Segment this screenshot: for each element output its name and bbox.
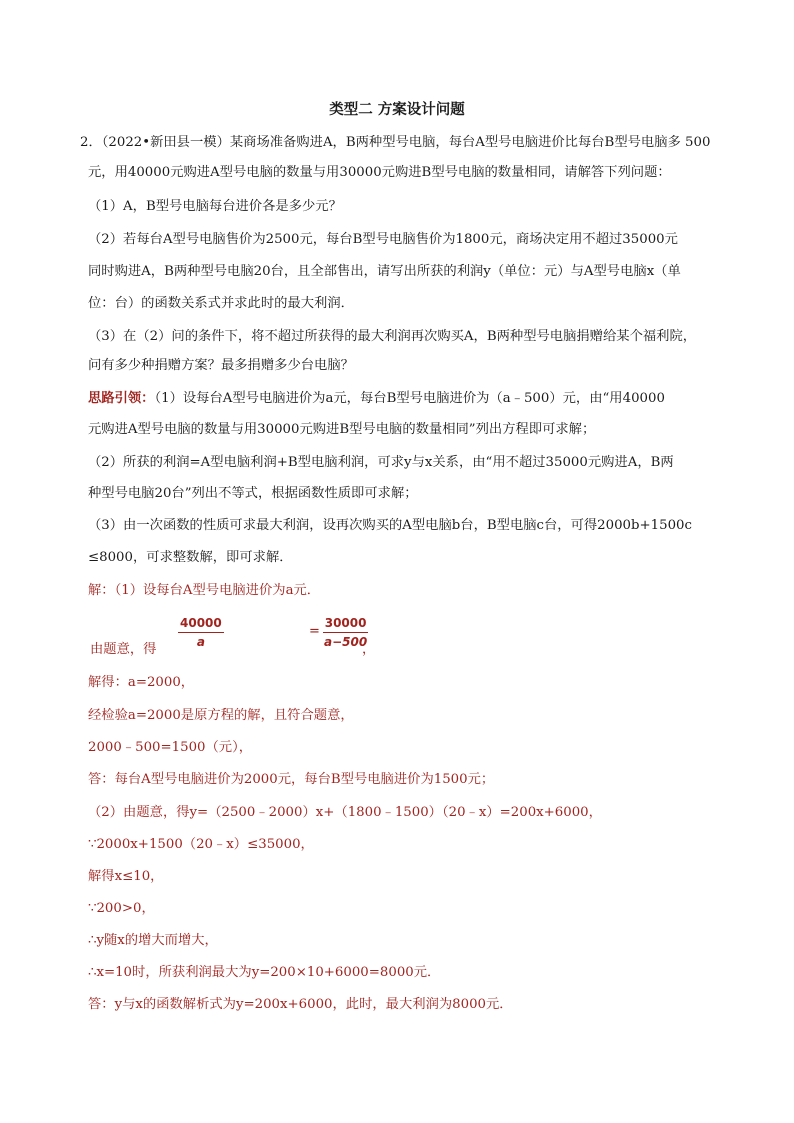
question-3-line-2: 问有多少种捐赠方案？最多捐赠多少台电脑？	[88, 358, 354, 373]
solution-line-1: 解：（1）设每台A型号电脑进价为a元．	[88, 583, 321, 598]
hint-line-3: （2）所获的利润=A型电脑利润+B型电脑利润，可求y与x关系，由“用不超过35000元购进A，B两	[88, 455, 674, 470]
solution-line-10: ∴y随x的增大而增大，	[88, 933, 218, 948]
section-title: 类型二 方案设计问题	[329, 101, 465, 118]
solution-line-4: 2000﹣500=1500（元），	[88, 740, 253, 755]
solution-line-2: 解得：a=2000，	[88, 675, 195, 690]
hint-line-1-text: （1）设每台A型号电脑进价为a元，每台B型号电脑进价为（a﹣500）元，由“用40000	[154, 391, 665, 406]
equation-lead: 由题意，得	[90, 642, 157, 657]
fraction-right-numerator: 30000	[323, 616, 369, 633]
fraction-right-denominator: a−500	[324, 635, 368, 649]
equals-sign: =	[309, 624, 320, 639]
hint-line-4: 种型号电脑20台”列出不等式，根据函数性质即可求解；	[88, 486, 418, 501]
hint-line-6: ≤8000，可求整数解，即可求解．	[88, 550, 293, 565]
fraction-left-numerator: 40000	[178, 616, 224, 633]
fraction-left-denominator: a	[196, 635, 205, 649]
solution-line-11: ∴x=10时，所获利润最大为y=200×10+6000=8000元．	[88, 965, 441, 980]
solution-line-5: 答：每台A型号电脑进价为2000元，每台B型号电脑进价为1500元；	[88, 772, 495, 787]
question-2-line-1: （2）若每台A型号电脑售价为2500元，每台B型号电脑售价为1800元，商场决定用不超过35000元	[88, 232, 678, 247]
problem-line-1: 2．（2022•新田县一模）某商场准备购进A，B两种型号电脑，每台A型号电脑进价比每台B型号电脑多 500	[80, 135, 711, 150]
question-2-line-3: 位：台）的函数关系式并求此时的最大利润．	[88, 296, 354, 311]
question-2-line-2: 同时购进A，B两种型号电脑20台，且全部售出，请写出所获的利润y（单位：元）与A型号电脑x（单	[88, 264, 681, 279]
question-1: （1）A，B型号电脑每台进价各是多少元？	[88, 199, 342, 214]
problem-line-2: 元，用40000元购进A型号电脑的数量与用30000元购进B型号电脑的数量相同，请解答下列问题：	[88, 165, 671, 180]
solution-line-7: ∵2000x+1500（20﹣x）≤35000，	[88, 837, 314, 852]
solution-line-9: ∵200>0，	[88, 901, 155, 916]
solution-line-8: 解得x≤10，	[88, 869, 164, 884]
fraction-left	[178, 616, 224, 649]
hint-line-5: （3）由一次函数的性质可求最大利润，设再次购买的A型电脑b台，B型电脑c台，可得2000b+1500c	[88, 518, 692, 533]
hint-line-1	[88, 389, 665, 409]
equation-comma: ，	[362, 642, 376, 657]
question-3-line-1: （3）在（2）问的条件下，将不超过所获得的最大利润再次购买A，B两种型号电脑捐赠给某个福利院，	[88, 329, 697, 344]
solution-line-3: 经检验a=2000是原方程的解，且符合题意，	[88, 708, 354, 723]
hint-label: 思路引领：	[88, 391, 155, 406]
hint-line-2: 元购进A型号电脑的数量与用30000元购进B型号电脑的数量相同”列出方程即可求解；	[88, 422, 596, 437]
solution-line-12: 答：y与x的函数解析式为y=200x+6000，此时，最大利润为8000元．	[88, 997, 513, 1012]
solution-line-6: （2）由题意，得y=（2500﹣2000）x+（1800﹣1500）（20﹣x）=200x+6000，	[88, 805, 602, 820]
